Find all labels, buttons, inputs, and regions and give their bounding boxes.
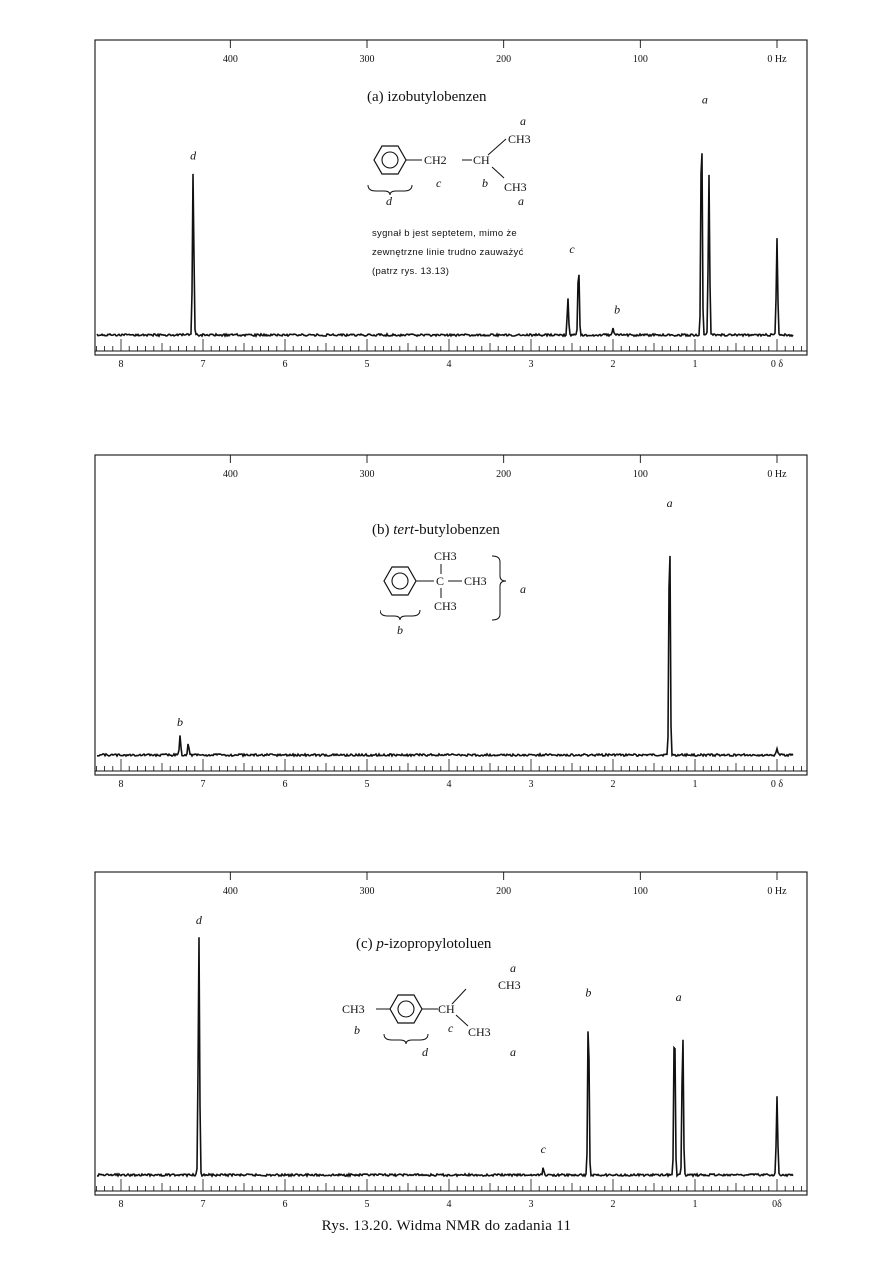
ppm-tick-label: 1 <box>692 1199 698 1210</box>
peak-label: d <box>195 913 202 927</box>
label-a-top-c: a <box>510 961 516 975</box>
ppm-tick-label: 2 <box>610 1199 616 1210</box>
ppm-tick-label: 1 <box>692 779 698 790</box>
hz-tick-label: 100 <box>632 886 648 897</box>
hz-tick-label: 200 <box>496 469 512 480</box>
ppm-tick-label: 6 <box>282 779 288 790</box>
ch-c: CH <box>438 1002 455 1016</box>
note-line-2: zewnętrzne linie trudno zauważyć <box>372 247 524 258</box>
label-b-a: b <box>482 176 488 190</box>
hz-tick-label: 400 <box>222 469 238 480</box>
ppm-tick-label: 8 <box>118 779 124 790</box>
structure-c <box>342 962 542 1062</box>
hz-tick-label: 300 <box>359 469 375 480</box>
hz-tick-label: 300 <box>359 54 375 65</box>
ppm-tick-label: 0δ <box>772 1199 782 1210</box>
ppm-tick-label: 0 δ <box>770 359 784 370</box>
ppm-tick-label: 0 δ <box>770 779 784 790</box>
label-d-a: d <box>386 194 392 208</box>
benzene-ring-a <box>366 115 566 210</box>
ppm-tick-label: 6 <box>282 1199 288 1210</box>
ch-a: CH <box>473 153 490 167</box>
hz-tick-label: 100 <box>632 469 648 480</box>
figure-caption: Rys. 13.20. Widma NMR do zadania 11 <box>321 1218 572 1234</box>
ppm-tick-label: 6 <box>282 359 288 370</box>
hz-tick-label: 0 Hz <box>767 886 787 897</box>
hz-tick-label: 200 <box>496 886 512 897</box>
ppm-tick-label: 8 <box>118 1199 124 1210</box>
ppm-tick-label: 5 <box>364 779 370 790</box>
ppm-tick-label: 4 <box>446 1199 452 1210</box>
title-b: (b) tert-butylobenzen <box>372 522 500 538</box>
ppm-tick-label: 2 <box>610 359 616 370</box>
ppm-tick-label: 8 <box>118 359 124 370</box>
ppm-tick-label: 7 <box>200 779 206 790</box>
ppm-tick-label: 3 <box>528 1199 534 1210</box>
peak-label: a <box>666 496 673 510</box>
label-c-c: c <box>448 1021 454 1035</box>
label-a-b: a <box>520 582 526 596</box>
peak-label: d <box>190 148 197 163</box>
ch3-top-c: CH3 <box>498 978 521 992</box>
label-a-bottom: a <box>518 194 524 208</box>
ppm-tick-label: 3 <box>528 779 534 790</box>
peak-label: b <box>585 985 592 1000</box>
peak-label: b <box>614 302 621 317</box>
label-b-b: b <box>397 623 403 637</box>
hz-tick-label: 300 <box>359 886 375 897</box>
c-b: C <box>436 574 445 588</box>
ppm-tick-label: 4 <box>446 779 452 790</box>
structure-a <box>366 115 566 210</box>
ppm-tick-label: 7 <box>200 359 206 370</box>
ch3-left-c: CH3 <box>342 1002 365 1016</box>
structure-b <box>380 548 550 648</box>
ppm-tick-label: 7 <box>200 1199 206 1210</box>
ppm-tick-label: 5 <box>364 359 370 370</box>
ppm-tick-label: 5 <box>364 1199 370 1210</box>
hz-tick-label: 400 <box>222 886 238 897</box>
ppm-tick-label: 1 <box>692 359 698 370</box>
title-a: (a) izobutylobenzen <box>367 89 487 105</box>
peak-label: a <box>675 990 682 1005</box>
benzene-ring-b <box>380 548 550 648</box>
peak-label: c <box>569 241 575 256</box>
label-b-c: b <box>354 1023 360 1037</box>
note-line-1: sygnał b jest septetem, mimo że <box>372 228 517 239</box>
label-a-bottom-c: a <box>510 1045 516 1059</box>
note-a <box>372 224 524 281</box>
ppm-tick-label: 4 <box>446 359 452 370</box>
ch3-right-b: CH3 <box>464 574 487 588</box>
ppm-tick-label: 2 <box>610 779 616 790</box>
ch3-bottom-b: CH3 <box>434 599 457 613</box>
ch3-bottom-a: CH3 <box>504 180 527 194</box>
note-line-3: (patrz rys. 13.13) <box>372 266 450 277</box>
peak-label: a <box>701 92 708 107</box>
hz-tick-label: 400 <box>222 54 238 65</box>
hz-tick-label: 0 Hz <box>767 54 787 65</box>
peak-label: c <box>540 1141 546 1156</box>
ppm-tick-label: 3 <box>528 359 534 370</box>
ch3-bottom-c: CH3 <box>468 1025 491 1039</box>
label-d-c: d <box>422 1045 428 1059</box>
label-a-top: a <box>520 114 526 128</box>
peak-label: b <box>177 714 184 729</box>
title-c: (c) p-izopropylotoluen <box>356 936 492 952</box>
ch2-a: CH2 <box>424 153 447 167</box>
hz-tick-label: 100 <box>632 54 648 65</box>
hz-tick-label: 0 Hz <box>767 469 787 480</box>
label-c-a: c <box>436 176 442 190</box>
ch3-top-a: CH3 <box>508 132 531 146</box>
ch3-top-b: CH3 <box>434 549 457 563</box>
hz-tick-label: 200 <box>496 54 512 65</box>
